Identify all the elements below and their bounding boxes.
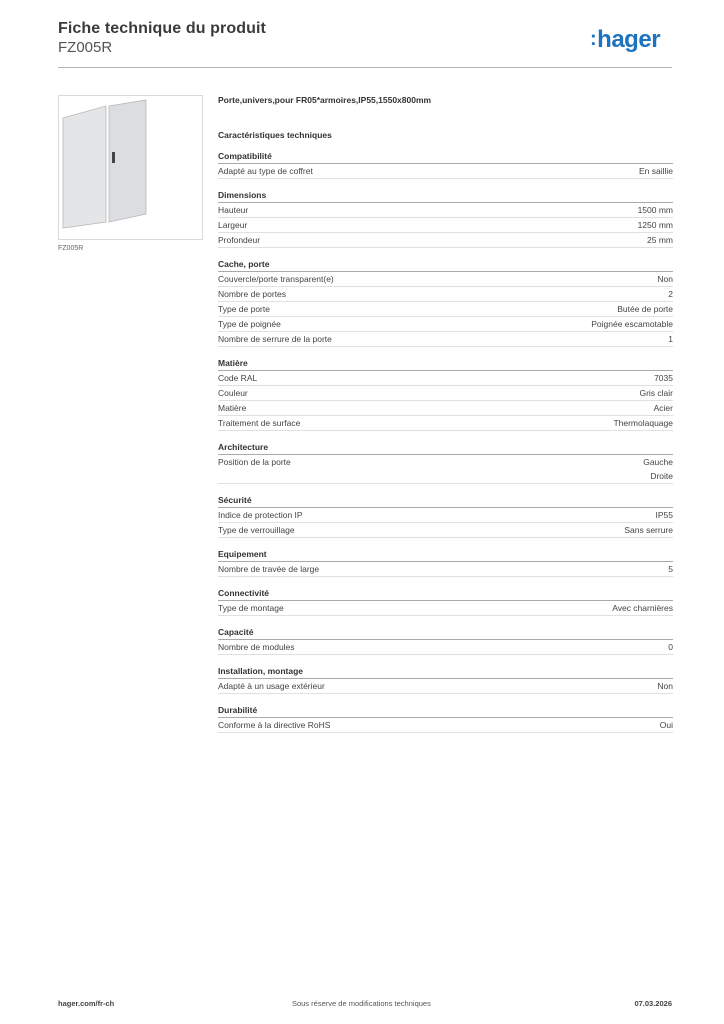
spec-label: Couleur [218, 388, 248, 398]
spec-value: IP55 [655, 510, 673, 520]
spec-section [218, 494, 673, 538]
footer-website: hager.com/fr-ch [58, 999, 115, 1008]
footer-notice: Sous réserve de modifications techniques [292, 999, 431, 1008]
spec-content [218, 95, 673, 733]
section-title: Installation, montage [218, 665, 673, 679]
product-image [58, 95, 203, 240]
characteristics-title: Caractéristiques techniques [218, 130, 332, 140]
spec-value: Sans serrure [624, 525, 673, 535]
spec-row [218, 401, 673, 416]
spec-row [218, 317, 673, 332]
spec-label: Nombre de travée de large [218, 564, 320, 574]
spec-section [218, 587, 673, 616]
spec-row [218, 287, 673, 302]
spec-label: Profondeur [218, 235, 261, 245]
section-title: Dimensions [218, 189, 673, 203]
spec-groups [218, 150, 673, 733]
spec-value: 25 mm [647, 235, 673, 245]
section-title: Matière [218, 357, 673, 371]
spec-row [218, 562, 673, 577]
spec-label: Indice de protection IP [218, 510, 303, 520]
page-title: Fiche technique du produit [58, 20, 266, 37]
hager-logo [590, 26, 660, 54]
spec-label: Conforme à la directive RoHS [218, 720, 331, 730]
spec-label: Type de verrouillage [218, 525, 295, 535]
section-title: Equipement [218, 548, 673, 562]
spec-section [218, 258, 673, 347]
spec-value: 1500 mm [637, 205, 673, 215]
section-title: Cache, porte [218, 258, 673, 272]
header [58, 20, 266, 56]
spec-row [218, 233, 673, 248]
spec-section [218, 441, 673, 484]
spec-label: Type de montage [218, 603, 284, 613]
spec-label: Hauteur [218, 205, 249, 215]
spec-row [218, 332, 673, 347]
spec-section [218, 150, 673, 179]
spec-row [218, 218, 673, 233]
spec-label: Matière [218, 403, 247, 413]
spec-section [218, 357, 673, 431]
spec-label: Type de porte [218, 304, 270, 314]
spec-row [218, 523, 673, 538]
spec-value: Avec charnières [612, 603, 673, 613]
spec-row [218, 302, 673, 317]
spec-label: Couvercle/porte transparent(e) [218, 274, 334, 284]
spec-section [218, 548, 673, 577]
spec-label: Traitement de surface [218, 418, 301, 428]
footer-date: 07.03.2026 [634, 999, 672, 1008]
section-title: Connectivité [218, 587, 673, 601]
spec-value: Oui [659, 720, 673, 730]
spec-label: Adapté à un usage extérieur [218, 681, 325, 691]
spec-row [218, 416, 673, 431]
spec-value: Gauche Droite [643, 457, 673, 481]
spec-row [218, 164, 673, 179]
section-title: Durabilité [218, 704, 673, 718]
spec-value: Acier [653, 403, 673, 413]
spec-label: Nombre de portes [218, 289, 287, 299]
spec-row [218, 455, 673, 484]
spec-row [218, 679, 673, 694]
spec-row [218, 371, 673, 386]
section-title: Architecture [218, 441, 673, 455]
spec-value: 2 [668, 289, 673, 299]
spec-value: Gris clair [639, 388, 673, 398]
product-description: Porte,univers,pour FR05*armoires,IP55,1550x800mm [218, 95, 432, 105]
spec-value: Poignée escamotable [591, 319, 673, 329]
spec-row [218, 640, 673, 655]
logo-text: hager [597, 26, 661, 53]
spec-row [218, 272, 673, 287]
section-title: Compatibilité [218, 150, 673, 164]
spec-value: En saillie [638, 166, 673, 176]
spec-row [218, 508, 673, 523]
spec-value: 0 [668, 642, 673, 652]
spec-label: Type de poignée [218, 319, 281, 329]
spec-value: Butée de porte [617, 304, 673, 314]
spec-label: Code RAL [218, 373, 258, 383]
section-title: Sécurité [218, 494, 673, 508]
spec-row [218, 203, 673, 218]
header-divider [58, 67, 672, 68]
spec-row [218, 601, 673, 616]
image-caption: FZ005R [58, 245, 84, 252]
product-reference: FZ005R [58, 39, 113, 56]
spec-value: Non [657, 681, 673, 691]
spec-value: 1250 mm [637, 220, 673, 230]
spec-row [218, 718, 673, 733]
spec-row [218, 386, 673, 401]
spec-section [218, 704, 673, 733]
spec-value: Non [657, 274, 673, 284]
door-illustration-icon [59, 96, 202, 239]
spec-value: Thermolaquage [613, 418, 673, 428]
logo-dots-icon: : [590, 28, 597, 50]
spec-label: Largeur [218, 220, 248, 230]
spec-section [218, 665, 673, 694]
section-title: Capacité [218, 626, 673, 640]
spec-section [218, 189, 673, 248]
spec-section [218, 626, 673, 655]
spec-label: Position de la porte [218, 457, 291, 467]
spec-label: Adapté au type de coffret [218, 166, 313, 176]
spec-label: Nombre de serrure de la porte [218, 334, 332, 344]
spec-value: 5 [668, 564, 673, 574]
spec-label: Nombre de modules [218, 642, 295, 652]
spec-value: 1 [668, 334, 673, 344]
spec-value: 7035 [654, 373, 673, 383]
